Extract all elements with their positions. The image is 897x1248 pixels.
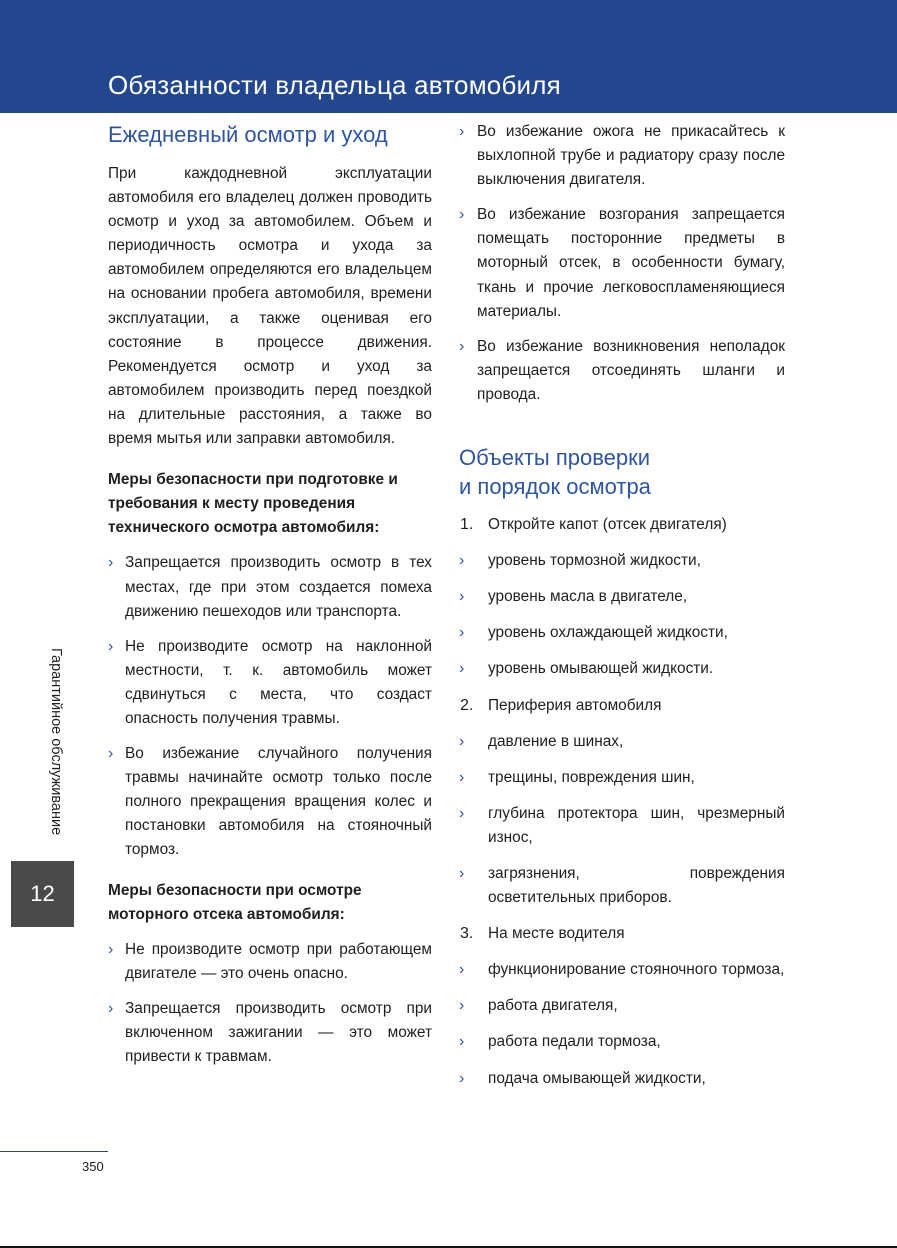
- checklist-item: › трещины, повреждения шин,: [459, 766, 785, 790]
- list-item: › Во избежание случайного получения травмы начинайте осмотр только после полного прекращения вращения колес и постановки автомобиля на стояночный тормоз.: [108, 742, 432, 862]
- subheading-engine-bay-safety: Меры безопасности при осмотре моторного отсека автомобиля:: [108, 881, 362, 923]
- chevron-right-icon: ›: [459, 961, 465, 979]
- checklist-item: › загрязнения, повреждения осветительных приборов.: [459, 862, 785, 910]
- chevron-right-icon: ›: [459, 552, 465, 570]
- bullet-list-preparation: [108, 551, 432, 862]
- checklist-item: › подача омывающей жидкости,: [459, 1067, 785, 1091]
- chevron-right-icon: ›: [459, 660, 465, 678]
- intro-paragraph: При каждодневной эксплуатации автомобиля его владелец должен проводить осмотр и уход за автомобилем. Объем и периодичность осмотра и ухода за автомобилем определяются его владельцем на основании пробега автомобиля, времени эксплуатации, а также оценивая его состояние в процессе движения. Рекомендуется осмотр и уход за автомобилем производить перед поездкой на длительные расстояния, а также во время мытья или заправки автомобиля.: [108, 165, 432, 448]
- list-item: › Запрещается производить осмотр при включенном зажигании — это может привести к травмам.: [108, 997, 432, 1069]
- chevron-right-icon: ›: [459, 123, 465, 140]
- checklist-item: › работа педали тормоза,: [459, 1030, 785, 1054]
- left-column: [108, 120, 432, 1069]
- right-column: [459, 120, 785, 1091]
- chevron-right-icon: ›: [108, 999, 114, 1017]
- chevron-right-icon: ›: [108, 745, 114, 763]
- list-item: › Не производите осмотр при работающем двигателе — это очень опасно.: [108, 938, 432, 986]
- chevron-right-icon: ›: [108, 554, 114, 572]
- chevron-right-icon: ›: [459, 768, 465, 786]
- bullet-list-engine-bay-continued: [459, 120, 785, 407]
- inspection-checklist: [459, 513, 785, 1091]
- chevron-right-icon: ›: [459, 864, 465, 882]
- checklist-item: › уровень охлаждающей жидкости,: [459, 621, 785, 645]
- section-title-line-2: и порядок осмотра: [459, 474, 651, 500]
- section-title-line-1: Объекты проверки: [459, 445, 651, 471]
- page-title: Обязанности владельца автомобиля: [108, 70, 561, 100]
- list-item: › Во избежание возникновения неполадок запрещается отсоединять шланги и провода.: [459, 335, 785, 407]
- subheading-preparation-safety: Меры безопасности при подготовке и требования к месту проведения технического осмотра автомобиля:: [108, 471, 398, 537]
- checklist-item: › уровень масла в двигателе,: [459, 585, 785, 609]
- checklist-item: › работа двигателя,: [459, 994, 785, 1018]
- chevron-right-icon: ›: [459, 1069, 465, 1087]
- list-item: › Во избежание ожога не прикасайтесь к выхлопной трубе и радиатору сразу после выключения двигателя.: [459, 120, 785, 192]
- chevron-right-icon: ›: [459, 997, 465, 1015]
- checklist-item: › уровень омывающей жидкости.: [459, 657, 785, 681]
- chevron-right-icon: ›: [459, 732, 465, 750]
- section-title-inspection-items: [459, 443, 785, 501]
- chevron-right-icon: ›: [459, 206, 465, 224]
- section-title-daily-inspection: Ежедневный осмотр и уход: [108, 122, 388, 147]
- checklist-step: 2. Периферия автомобиля: [460, 696, 662, 714]
- checklist-step: 3. На месте водителя: [460, 925, 625, 943]
- checklist-item: › уровень тормозной жидкости,: [459, 549, 785, 573]
- chevron-right-icon: ›: [108, 940, 114, 958]
- page-header: [0, 0, 897, 113]
- chevron-right-icon: ›: [108, 637, 114, 655]
- list-item: › Во избежание возгорания запрещается помещать посторонние предметы в моторный отсек, в особенности бумагу, ткань и прочие легковоспламеняющиеся материалы.: [459, 203, 785, 323]
- chevron-right-icon: ›: [459, 804, 465, 822]
- list-item: › Запрещается производить осмотр в тех местах, где при этом создается помеха движению пешеходов или транспорта.: [108, 551, 432, 623]
- footer-divider: [0, 1151, 108, 1152]
- checklist-item: › давление в шинах,: [459, 730, 785, 754]
- bullet-list-engine-bay: [108, 938, 432, 1069]
- chevron-right-icon: ›: [459, 337, 465, 355]
- section-side-label: Гарантийное обслуживание: [48, 648, 64, 836]
- checklist-item: › глубина протектора шин, чрезмерный износ,: [459, 802, 785, 850]
- list-item: › Не производите осмотр на наклонной местности, т. к. автомобиль может сдвинуться с места, что создаст опасность получения травмы.: [108, 635, 432, 731]
- chevron-right-icon: ›: [459, 588, 465, 606]
- checklist-step: 1. Откройте капот (отсек двигателя): [460, 516, 727, 534]
- chevron-right-icon: ›: [459, 1033, 465, 1051]
- page-number: 350: [82, 1159, 104, 1174]
- checklist-item: › функционирование стояночного тормоза,: [459, 958, 785, 982]
- chevron-right-icon: ›: [459, 624, 465, 642]
- chapter-number-badge: 12: [11, 861, 74, 927]
